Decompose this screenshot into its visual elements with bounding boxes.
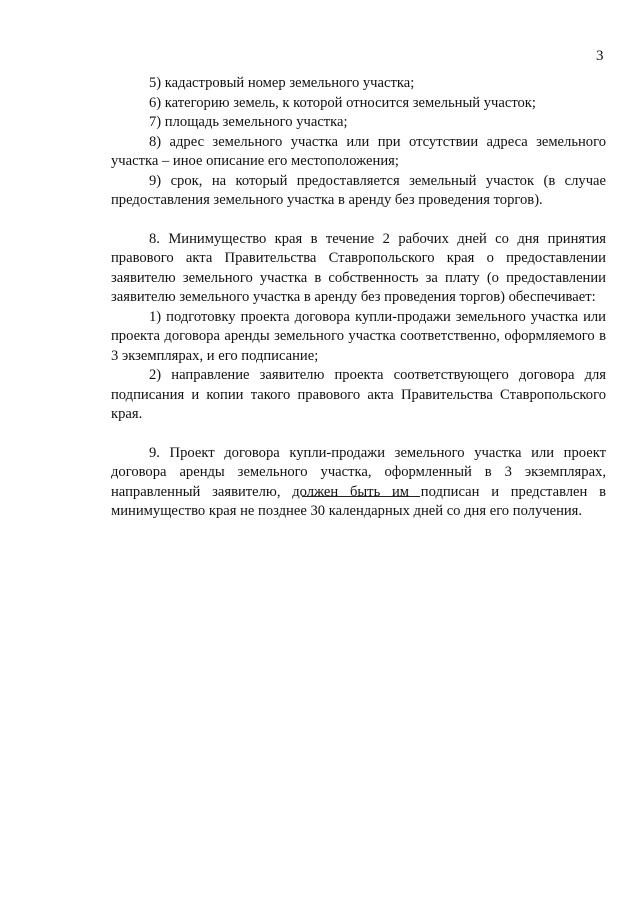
list-item-land-area: 7) площадь земельного участка; <box>149 114 348 130</box>
page-number: 3 <box>596 48 604 64</box>
section-8-item-2: 2) направление заявителю проекта соответствующего договора для подписания и копии такого правового акта Правительства Ставропольского края. <box>111 367 606 422</box>
document-body <box>111 74 606 522</box>
section-9-paragraph: 9. Проект договора купли-продажи земельного участка или проект договора аренды земельного участка, оформленный в 3 экземплярах, направленный заявителю, должен быть им подписан и представлен в минимущество края не позднее 30 календарных дней со дня его получения. <box>111 444 606 519</box>
list-item-land-category: 6) категорию земель, к которой относится земельный участок; <box>149 94 536 111</box>
section-8-paragraph: 8. Минимущество края в течение 2 рабочих дней со дня принятия правового акта Правительства Ставропольского края о предоставлении заявителю земельного участка в собственность за плату (о предоставлении заявителю земельного участка в аренду без проведения торгов) обеспечивает: <box>111 230 606 305</box>
list-item-term: 9) срок, на который предоставляется земельный участок (в случае предоставления земельного участка в аренду без проведения торгов). <box>111 172 606 208</box>
end-divider <box>302 496 420 497</box>
section-8-item-1: 1) подготовку проекта договора купли-продажи земельного участка или проекта договора аренды земельного участка соответственно, оформляемого в 3 экземплярах, и его подписание; <box>111 308 606 364</box>
list-item-land-address: 8) адрес земельного участка или при отсутствии адреса земельного участка – иное описание его местоположения; <box>111 133 606 169</box>
list-item-cadastral-number: 5) кадастровый номер земельного участка; <box>149 75 415 91</box>
